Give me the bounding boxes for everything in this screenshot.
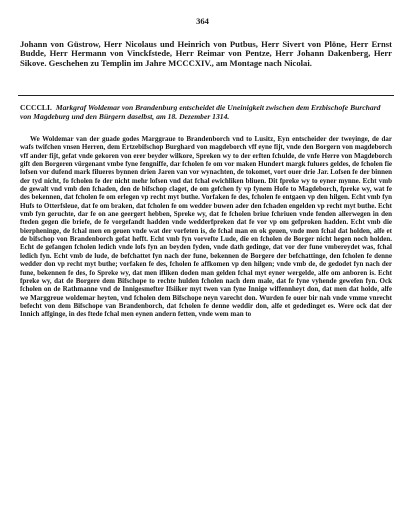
document-heading <box>20 103 392 121</box>
document-number: CCCCLI. <box>20 103 52 112</box>
continued-paragraph: Johann von Güstrow, Herr Nicolaus und Heinrich von Putbus, Herr Sivert von Plöne, Herr Ernst Budde, Herr Hermann von Vinckfstede, Herr Reimar von Pentze, Herr Johann Dakenberg, Herr Sikove. Geschehen zu Templin im Jahre MCCCXIV., am Montage nach Nicolai. <box>20 39 392 68</box>
page-number: 364 <box>196 16 209 26</box>
body-paragraph: We Woldemar van der guade godes Marggraue to Brandenborch vnd to Lusitz, Eyn entscheider der tweyinge, de dar wafs twifchen vnsen Herren, dem Ertzebifschop Burghard von magdeborch vff eyne fijt, vnde den Borgern von magdeborch vff ander fijt, gefat vnde gekoren von erer beyder wilkore, Spreken wy to der erften fchulde, de vnfe Herre von Magdeborch gift den Borgeren vürgenant vmbe fyne fengniffe, dar fcholen fe om vor maken Hundert margk fuluers geldes, de fcholen fie lofsen vor dufend mark filueres bynnen drien Jaren van vor wynachten, de tokomet, vort ouer drie Jar. Lofsen fe der binnen der tyd nicht, fo fcholen fe der nicht mehr lofsen vnd dat fchal ewichliken bliuen. Dit fpreke wy to eyner mynne. Echt vmb de gewalt vnd vmb den fchaden, den de bifschop claget, de om gefchen fy vp fynem Hofe to Magdeborch, fpreke wy, wat fe des bekennen, dat fcholen fe om erlegen vp recht myt buthe. Vorfaken fe des, fcholen fe entgaen vp den hilgen. Echt vmb fyn Hufs to Otterfsleue, dat fe om braken, dat fcholen fe om wedder buwen ader den fchaden engelden vp recht myt buthe. Echt vmb fyn geruchte, dar fe on ane geergert hebben, Spreke wy, dat fe fcholen briue fchriuen vnde fenden allerwegen in den fteden gegen die briefe, de fe vorgefandt hadden vnde wedderfpreken dat fe vor vp om gefproken hadden. Echt vmb die bierpheninge, de fchal men en geuen vnde wat der vorfeten is, de fchal man en ok geuen, vnde men fchal dat holden, alfe et de bifschop von Brandenborch gefat hefft. Echt vmb fyn vorvefte Lude, die en fcholen de Borger nicht hegen noch holden. Echt de gefangen fcholen ledich vnde lofs fyn an beyden fyden, vnde dath gedinge, dat vor der fune vmbereydet was, fchal ledich fyn. Echt vmb de lude, de befchattet fyn nach der fune, bekennen de Borgere der befchattinge, den fcholen fe denne wedder don vp recht myt buthe; vorfaken fe des, fcholen fe affkomen vp den hilgen; vnde vmb de, de gedodet fyn nach der fune, bekennen fe des, fo Spreke wy, dat men ifliken doden man gelden fchal myt eyner wergelde, alfe om anboren is. Echt fpreke wy, dat de Borgere dem Bifschope to rechte hulden fcholen nach dem male, dat fe fyne vyhende gewefen fyn. Ock fcholen on de Rathmanne vnd de Innigesmefter Ifsiiker myt twen van fyne Innige wiffennheyt don, dat men dat holde, alfe we Marggreue woldemar heyten, vnd fcholen dem Bifschope neyn varecht don. Wurden fe ouer bir nah vnde vmme vnrecht befecht von dem Bifschope van Brandenborch, dat fcholen fe denne weddir don, alfe et gededinget es. Were ock dat der Innich affginge, in des ftede fchal men eynen andern fetten, vnde wem man to <box>20 135 392 319</box>
document-body <box>20 135 392 319</box>
section-divider <box>18 95 394 96</box>
document-title: Markgraf Woldemar von Brandenburg entscheidet die Uneinigkeit zwischen dem Erzbischofe Burchard von Magdeburg und den Bürgern daselbst, am 18. Dezember 1314. <box>20 103 381 122</box>
